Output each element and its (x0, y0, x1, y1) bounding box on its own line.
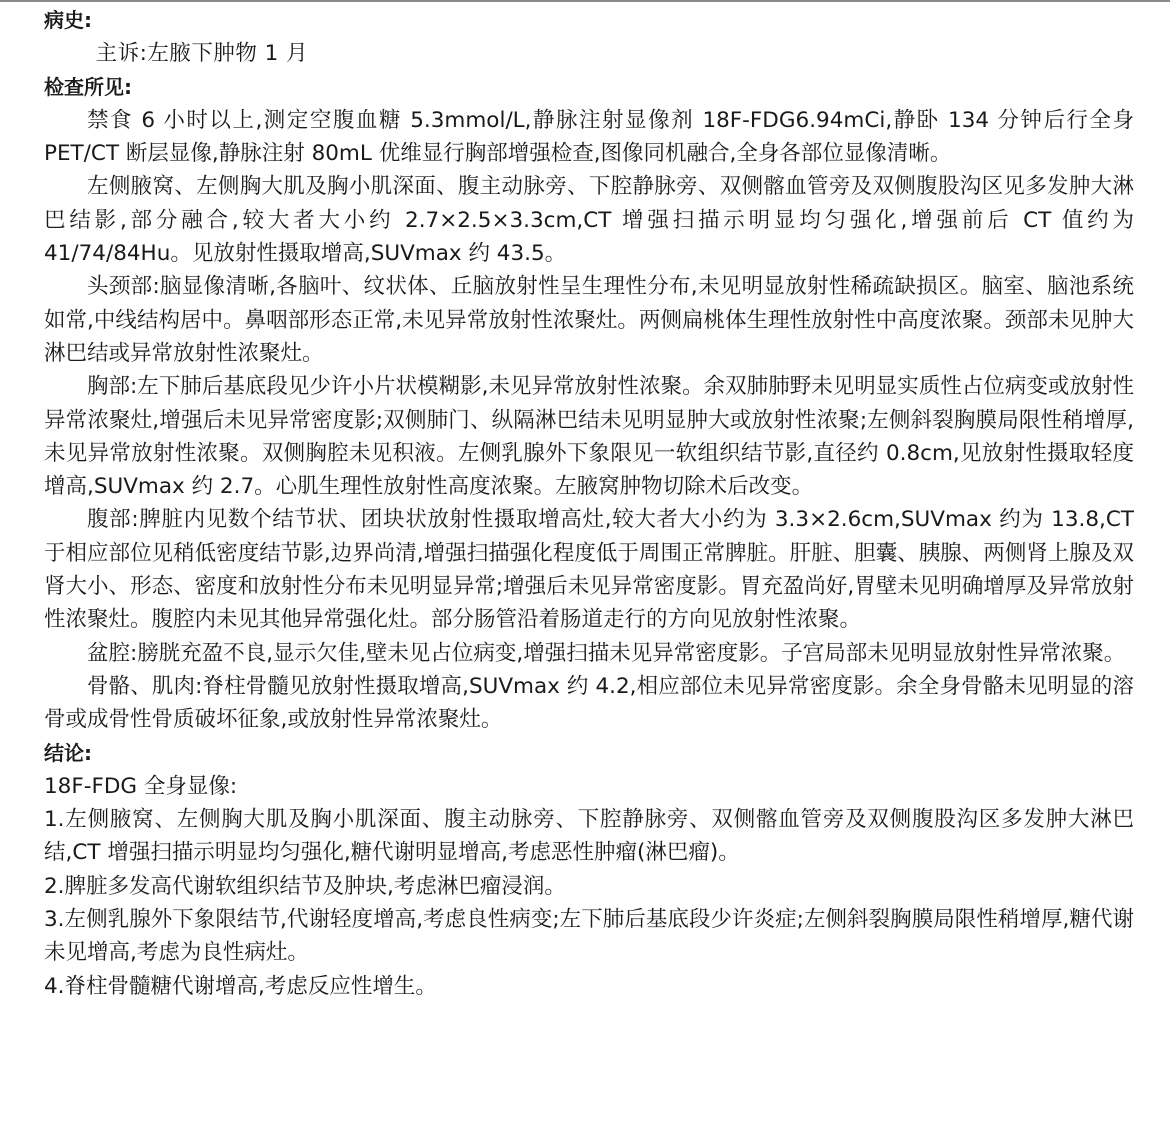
findings-paragraph-pelvis: 盆腔:膀胱充盈不良,显示欠佳,壁未见占位病变,增强扫描未见异常密度影。子宫局部未见明显放射性异常浓聚。 (87, 640, 1126, 666)
findings-paragraph-bone-muscle: 骨骼、肌肉:脊柱骨髓见放射性摄取增高,SUVmax 约 4.2,相应部位未见异常密度影。余全身骨骼未见明显的溶骨或成骨性骨质破坏征象,或放射性异常浓聚灶。 (44, 673, 1134, 733)
history-heading: 病史: (44, 8, 92, 32)
conclusion-item-1: 1.左侧腋窝、左侧胸大肌及胸小肌深面、腹主动脉旁、下腔静脉旁、双侧髂血管旁及双侧腹股沟区多发肿大淋巴结,CT 增强扫描示明显均匀强化,糖代谢明显增高,考虑恶性肿瘤(淋巴瘤)。 (44, 807, 1134, 866)
chief-complaint: 主诉:左腋下肿物 1 月 (95, 41, 309, 67)
conclusion-item-3: 3.左侧乳腺外下象限结节,代谢轻度增高,考虑良性病变;左下肺后基底段少许炎症;左侧斜裂胸膜局限性稍增厚,糖代谢未见增高,考虑为良性病灶。 (44, 907, 1134, 966)
conclusion-item-2: 2.脾脏多发高代谢软组织结节及肿块,考虑淋巴瘤浸润。 (44, 873, 566, 899)
conclusion-item-4: 4.脊柱骨髓糖代谢增高,考虑反应性增生。 (44, 973, 437, 999)
findings-paragraph-head-neck: 头颈部:脑显像清晰,各脑叶、纹状体、丘脑放射性呈生理性分布,未见明显放射性稀疏缺损区。脑室、脑池系统如常,中线结构居中。鼻咽部形态正常,未见异常放射性浓聚灶。两侧扁桃体生理性放射性中高度浓聚。颈部未见肿大淋巴结或异常放射性浓聚灶。 (44, 274, 1134, 366)
conclusion-intro: 18F-FDG 全身显像: (44, 773, 238, 799)
findings-heading: 检查所见: (44, 74, 132, 99)
top-border-line (0, 0, 1170, 2)
findings-paragraph-lymph-nodes: 左侧腋窝、左侧胸大肌及胸小肌深面、腹主动脉旁、下腔静脉旁、双侧髂血管旁及双侧腹股沟区见多发肿大淋巴结影,部分融合,较大者大小约 2.7×2.5×3.3cm,CT 增强扫描示明显均匀强化,增强前后 CT 值约为 41/74/84Hu。见放射性摄取增高,SUVmax 约 43.5。 (44, 174, 1134, 267)
findings-paragraph-protocol: 禁食 6 小时以上,测定空腹血糖 5.3mmol/L,静脉注射显像剂 18F-FDG6.94mCi,静卧 134 分钟后行全身 PET/CT 断层显像,静脉注射 80mL 优维显行胸部增强检查,图像同机融合,全身各部位显像清晰。 (44, 107, 1134, 167)
pet-ct-report (44, 4, 1134, 1003)
findings-paragraph-chest: 胸部:左下肺后基底段见少许小片状模糊影,未见异常放射性浓聚。余双肺肺野未见明显实质性占位病变或放射性异常浓聚灶,增强后未见异常密度影;双侧肺门、纵隔淋巴结未见明显肿大或放射性浓聚;左侧斜裂胸膜局限性稍增厚,未见异常放射性浓聚。双侧胸腔未见积液。左侧乳腺外下象限见一软组织结节影,直径约 0.8cm,见放射性摄取轻度增高,SUVmax 约 2.7。心肌生理性放射性高度浓聚。左腋窝肿物切除术后改变。 (44, 374, 1134, 500)
findings-paragraph-abdomen: 腹部:脾脏内见数个结节状、团块状放射性摄取增高灶,较大者大小约为 3.3×2.6cm,SUVmax 约为 13.8,CT 于相应部位见稍低密度结节影,边界尚清,增强扫描强化程度低于周围正常脾脏。肝脏、胆囊、胰腺、两侧肾上腺及双肾大小、形态、密度和放射性分布未见明显异常;增强后未见异常密度影。胃充盈尚好,胃壁未见明确增厚及异常放射性浓聚灶。腹腔内未见其他异常强化灶。部分肠管沿着肠道走行的方向见放射性浓聚。 (44, 507, 1134, 633)
conclusion-heading: 结论: (44, 740, 92, 765)
